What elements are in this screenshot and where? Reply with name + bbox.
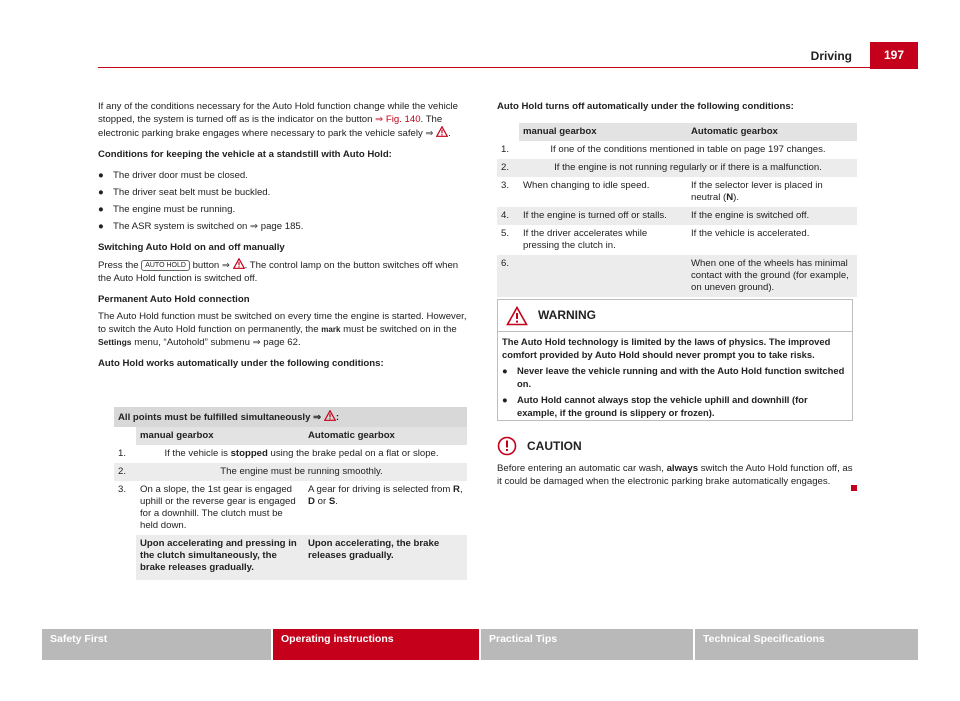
- page-number: 197: [870, 42, 918, 69]
- row-number: 2.: [497, 159, 519, 177]
- intro-text-3: .: [448, 128, 451, 139]
- table-row: [497, 159, 857, 177]
- list-item: [98, 169, 470, 182]
- deactivation-conditions-table: [497, 123, 857, 297]
- switching-text-1: Press the: [98, 260, 142, 271]
- switching-heading: Switching Auto Hold on and off manually: [98, 242, 285, 253]
- table-row: [114, 463, 467, 481]
- permanent-heading: Permanent Auto Hold connection: [98, 294, 250, 305]
- table-header-automatic: Automatic gearbox: [304, 427, 467, 445]
- row-number-blank: [114, 535, 136, 580]
- table-row: [497, 207, 857, 225]
- table-cell-manual: If the engine is turned off or stalls.: [519, 207, 687, 225]
- permanent-text-3: menu, “Autohold” submenu ⇒ page 62.: [131, 337, 301, 348]
- caution-bold: always: [666, 463, 699, 474]
- table-row: [114, 445, 467, 463]
- footer-tab-practical-tips[interactable]: Practical Tips: [481, 629, 693, 660]
- table-cell-manual: [519, 255, 687, 297]
- footer-tab-technical-specifications[interactable]: Technical Specifications: [695, 629, 918, 660]
- cell-sep-2: or: [314, 496, 329, 507]
- bullet-icon: ●: [98, 221, 104, 232]
- caution-text-1: Before entering an automatic car wash,: [497, 463, 667, 474]
- bullet-icon: ●: [98, 204, 104, 215]
- permanent-paragraph: [98, 310, 470, 349]
- caution-paragraph: [497, 462, 857, 488]
- section-title: Driving: [810, 49, 852, 63]
- bullet-icon: ●: [502, 394, 508, 405]
- footer-tab-operating-instructions[interactable]: Operating instructions: [273, 629, 479, 660]
- table-cell-manual: If the driver accelerates while pressing the clutch in.: [523, 228, 648, 251]
- caution-circle-icon: [497, 436, 517, 456]
- intro-text-2: . The electronic parking brake engages where necessary to park the vehicle safely ⇒: [98, 114, 443, 139]
- table-cell-manual: When changing to idle speed.: [523, 180, 650, 191]
- table-cell-automatic: [687, 177, 857, 207]
- cell-bold-text: stopped: [230, 448, 268, 459]
- auto-hold-key: AUTO HOLD: [141, 260, 190, 271]
- table-cell-manual: On a slope, the 1st gear is engaged uphill or the reverse gear is engaged for a downhill. The clutch must be held down.: [140, 484, 296, 531]
- cell-end: .: [335, 496, 338, 507]
- table-header-blank: [497, 123, 519, 141]
- caution-block: [497, 433, 857, 496]
- warning-header: [498, 300, 852, 332]
- table-row: [497, 177, 857, 207]
- table-cell-automatic: Upon accelerating, the brake releases gradually.: [304, 535, 467, 580]
- caution-header: [497, 433, 857, 459]
- activation-conditions-table: [114, 407, 467, 580]
- gear-r: R: [453, 484, 460, 495]
- conditions-heading: Conditions for keeping the vehicle at a standstill with Auto Hold:: [98, 149, 392, 160]
- bullet-icon: ●: [98, 170, 104, 181]
- list-item: [98, 186, 470, 199]
- table-caption: [114, 407, 467, 427]
- list-item: [98, 220, 470, 233]
- list-item: [502, 394, 848, 419]
- table-cell-span: The engine must be running smoothly.: [136, 463, 467, 481]
- table-header-manual: manual gearbox: [136, 427, 304, 445]
- table-cell-automatic: If the vehicle is accelerated.: [691, 228, 810, 239]
- figure-link[interactable]: ⇒ Fig. 140: [375, 114, 421, 125]
- row-number: 3.: [118, 484, 127, 495]
- list-item-text: The driver door must be closed.: [113, 170, 248, 181]
- cell-text: If the selector lever is placed in neutral (: [691, 180, 823, 203]
- warning-triangle-icon: [324, 410, 336, 421]
- intro-text-1: If any of the conditions necessary for the Auto Hold function change while the vehicle stopped, the system is turned off as is the indicator on the button: [98, 101, 458, 125]
- cell-text-after: using the brake pedal on a flat or slope.: [267, 448, 439, 459]
- left-column: [98, 100, 470, 378]
- gear-d: D: [308, 496, 315, 507]
- switching-paragraph: [98, 258, 470, 285]
- list-item: [502, 365, 848, 390]
- table-row: [497, 255, 857, 297]
- list-item-text: The driver seat belt must be buckled.: [113, 187, 271, 198]
- table-row: [114, 481, 467, 535]
- table-cell-manual: Upon accelerating and pressing in the clutch simultaneously, the brake releases gradually.: [136, 535, 304, 580]
- table-cell-span: [136, 445, 467, 463]
- works-heading: Auto Hold works automatically under the following conditions:: [98, 358, 384, 369]
- caption-text: All points must be fulfilled simultaneously ⇒: [118, 412, 324, 423]
- table-cell-span: If one of the conditions mentioned in table on page 197 changes.: [550, 144, 826, 155]
- switching-text-3: . The control lamp on the button switches off when the Auto Hold function is switched off.: [98, 260, 459, 284]
- permanent-text-2: must be switched on in the: [340, 324, 457, 335]
- table-cell-automatic: [304, 481, 467, 535]
- settings-menu-label: Settings: [98, 337, 132, 347]
- caution-text-2: switch the Auto Hold function off, as it could be damaged when the electronic parking brake automatically engages.: [497, 463, 853, 487]
- list-item-text: The ASR system is switched on ⇒ page 185.: [113, 221, 304, 232]
- cell-end: ).: [733, 192, 740, 203]
- table-cell-automatic: If the engine is switched off.: [687, 207, 857, 225]
- permanent-text-1: The Auto Hold function must be switched on every time the engine is started. However, to switch the Auto Hold function on permanently, the: [98, 311, 467, 335]
- list-item-text: Auto Hold cannot always stop the vehicle uphill and downhill (for example, if the ground is slippery or frozen).: [517, 394, 808, 418]
- row-number: 3.: [501, 180, 510, 191]
- row-number: 1.: [501, 144, 510, 155]
- table-header-blank: [114, 427, 136, 445]
- row-number: 1.: [118, 448, 127, 459]
- end-marker-icon: [851, 485, 857, 491]
- warning-body: [498, 332, 852, 419]
- footer-tab-safety-first[interactable]: Safety First: [42, 629, 271, 660]
- bullet-icon: ●: [98, 187, 104, 198]
- cell-sep-1: ,: [459, 484, 463, 495]
- list-item: [98, 203, 470, 216]
- row-number: 6.: [497, 255, 519, 297]
- row-number: 4.: [497, 207, 519, 225]
- caption-end: :: [335, 412, 340, 423]
- cell-text: If the vehicle is: [164, 448, 231, 459]
- mark-label: mark: [321, 325, 341, 334]
- warning-triangle-icon: [436, 126, 448, 137]
- conditions-list: [98, 169, 470, 233]
- warning-triangle-icon: [506, 306, 528, 326]
- intro-paragraph: [98, 100, 470, 140]
- warning-triangle-icon: [233, 258, 245, 269]
- table-header-automatic: Automatic gearbox: [687, 123, 857, 141]
- turns-off-heading: Auto Hold turns off automatically under the following conditions:: [497, 101, 794, 112]
- switching-text-2: button ⇒: [189, 260, 233, 271]
- table-header-manual: manual gearbox: [519, 123, 687, 141]
- header-divider: [98, 67, 918, 68]
- warning-title: WARNING: [538, 308, 596, 322]
- row-number: 5.: [501, 228, 510, 239]
- gear-s: S: [328, 496, 336, 507]
- table-row: [114, 535, 467, 580]
- table-cell-automatic: When one of the wheels has minimal contact with the ground (for example, on uneven ground).: [687, 255, 857, 297]
- table-cell-span: If the engine is not running regularly or if there is a malfunction.: [519, 159, 857, 177]
- right-column: [497, 100, 857, 297]
- table-row: [497, 225, 857, 255]
- bullet-icon: ●: [502, 365, 508, 376]
- cell-text: A gear for driving is selected from: [308, 484, 454, 495]
- warning-paragraph: The Auto Hold technology is limited by the laws of physics. The improved comfort provided by Auto Hold should never prompt you to take risks.: [502, 336, 831, 360]
- row-number: 2.: [114, 463, 136, 481]
- list-item-text: Never leave the vehicle running and with the Auto Hold function switched on.: [517, 365, 845, 389]
- gear-n: N: [726, 192, 734, 203]
- list-item-text: The engine must be running.: [113, 204, 236, 215]
- warning-box: [497, 299, 853, 421]
- caution-title: CAUTION: [527, 438, 582, 453]
- table-row: [497, 141, 857, 159]
